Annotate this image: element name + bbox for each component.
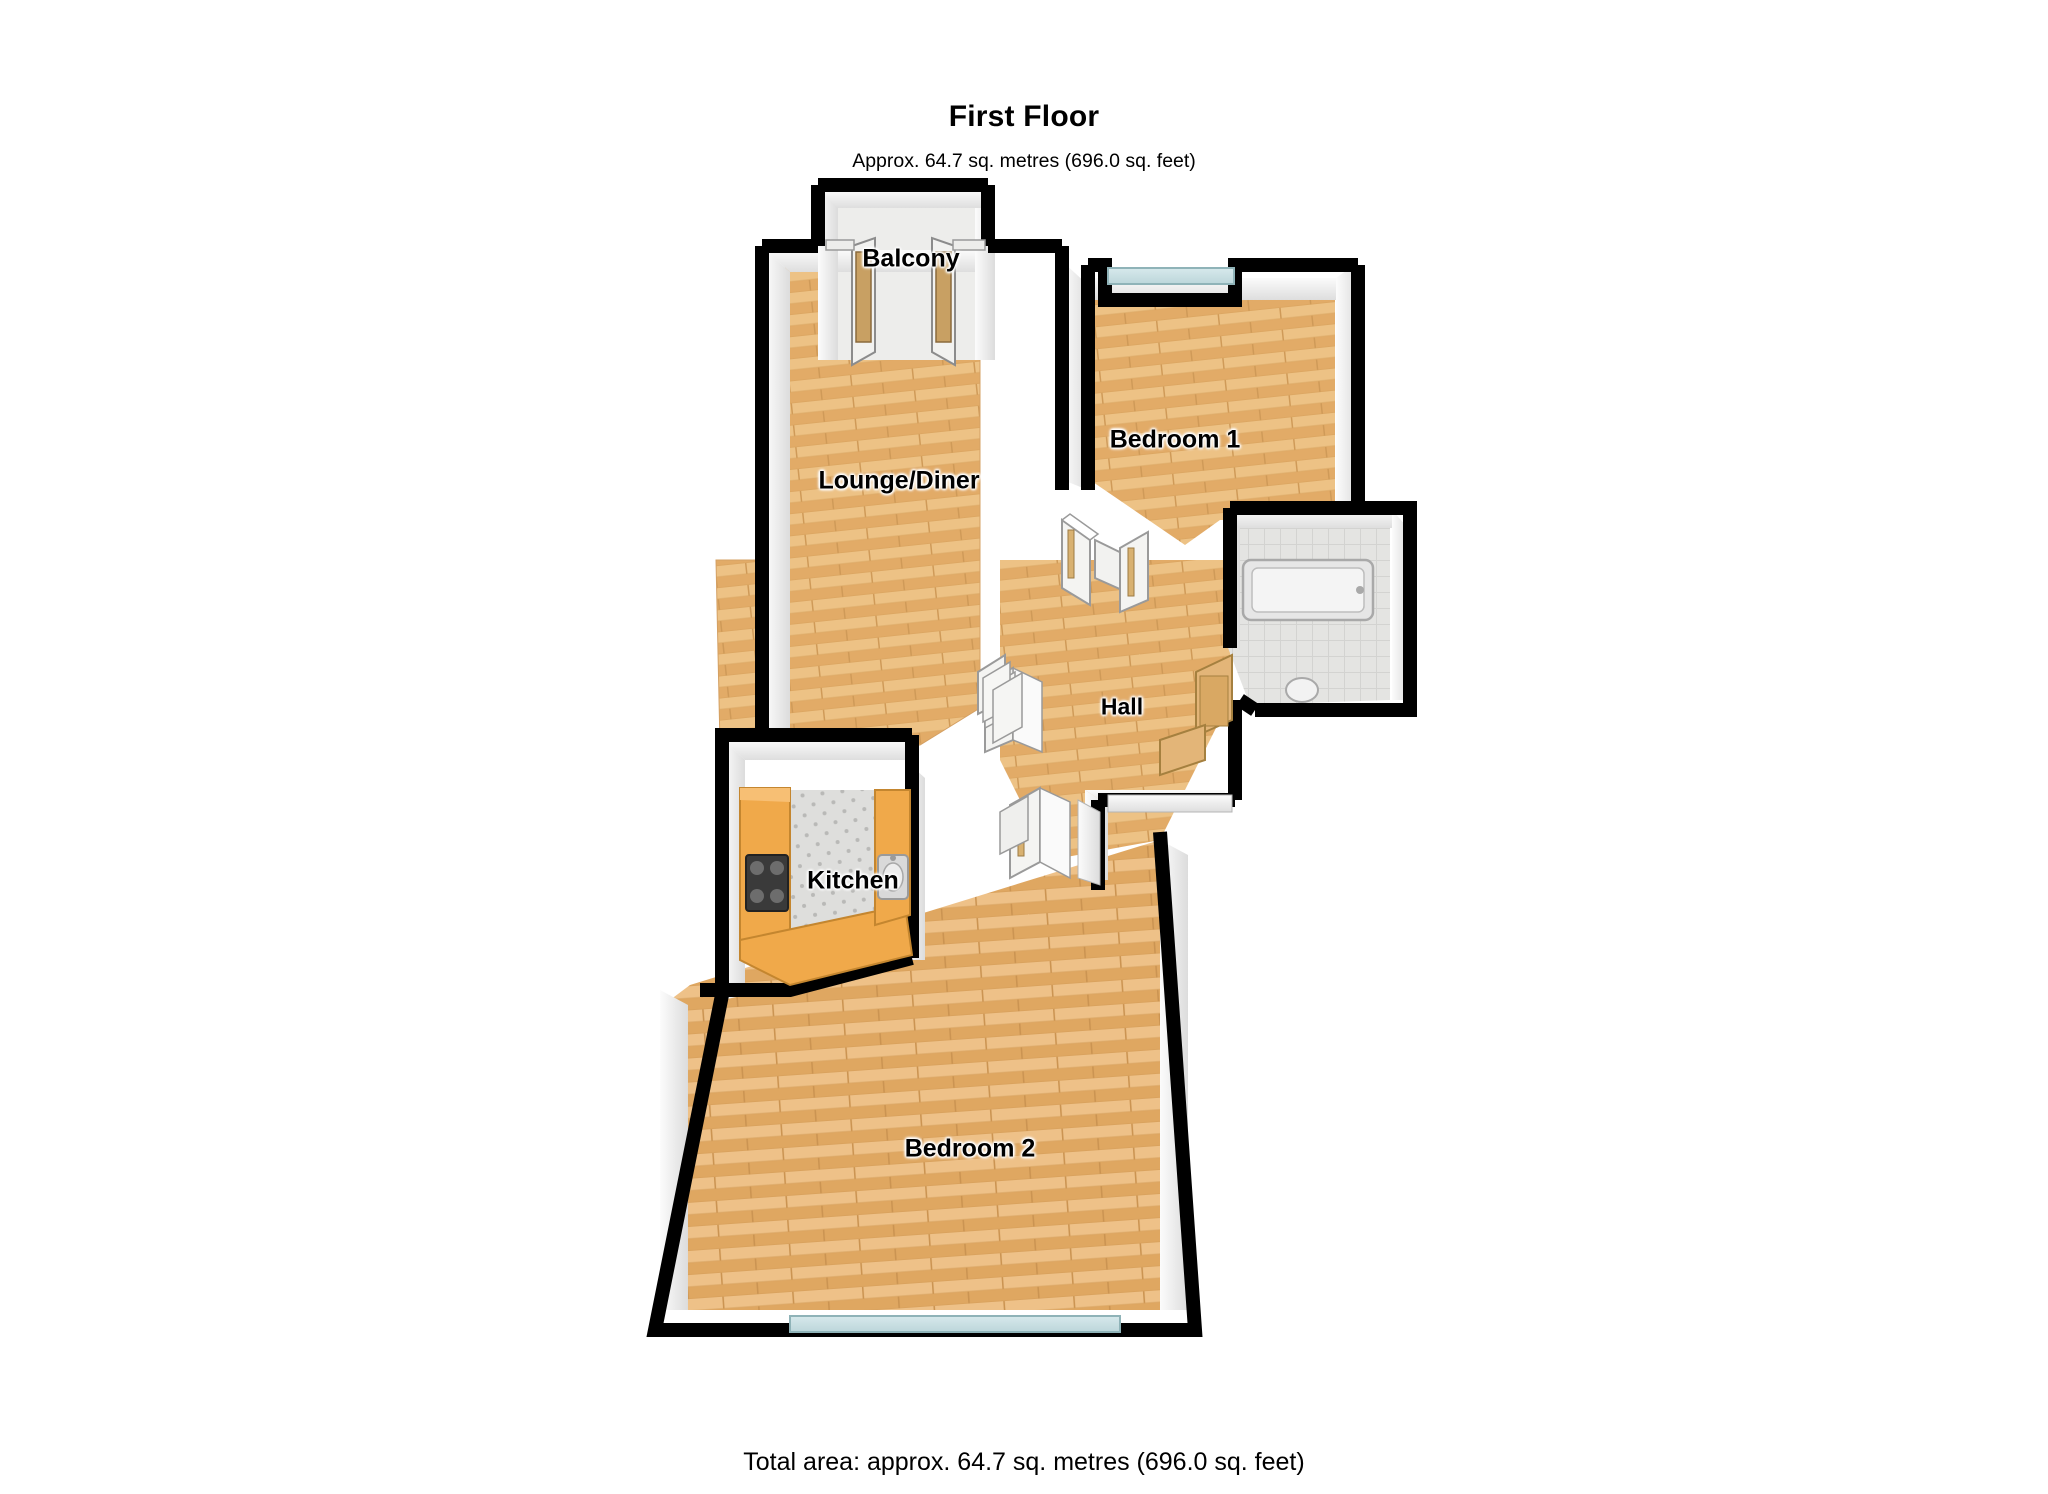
balcony-floor — [826, 200, 986, 360]
room-label-bedroom-2: Bedroom 2 — [904, 1134, 1036, 1163]
total-area-text: Total area: approx. 64.7 sq. metres (696.0 sq. feet) — [743, 1448, 1305, 1476]
room-label-hall: Hall — [1100, 693, 1144, 720]
window-bedroom-1 — [1108, 268, 1234, 284]
window-bedroom-2 — [790, 1316, 1120, 1332]
page-title: First Floor — [948, 100, 1100, 133]
door-bedroom-1 — [1120, 532, 1148, 612]
plan-subtitle: Approx. 64.7 sq. metres (696.0 sq. feet) — [852, 150, 1196, 172]
room-label-bedroom-1: Bedroom 1 — [1109, 425, 1241, 454]
room-label-balcony: Balcony — [862, 244, 960, 273]
room-label-kitchen: Kitchen — [807, 866, 899, 895]
room-label-lounge-diner: Lounge/Diner — [818, 466, 980, 495]
